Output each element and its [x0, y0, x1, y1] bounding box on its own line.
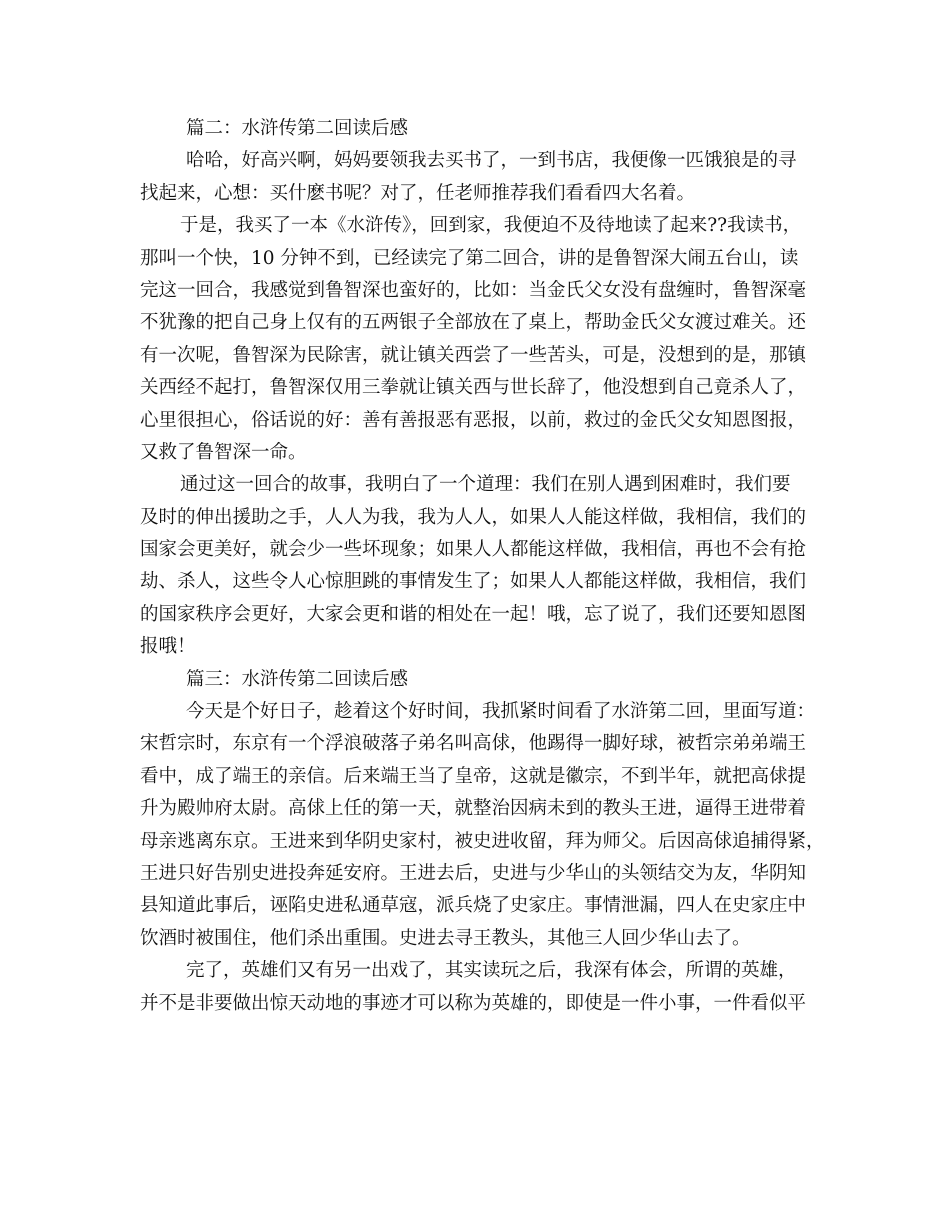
text-line: 看中，成了端王的亲信。后来端王当了皇帝，这就是徽宗，不到半年，就把高俅提 — [140, 765, 807, 787]
text-line: 劫、杀人，这些令人心惊胆跳的事情发生了；如果人人都能这样做，我相信，我们 — [140, 571, 807, 593]
text-line: 完了，英雄们又有另一出戏了，其实读玩之后，我深有体会，所谓的英雄， — [186, 960, 797, 982]
text-line: 又救了鲁智深一命。 — [140, 441, 307, 463]
text-line: 于是，我买了一本《水浒传》，回到家，我便迫不及待地读了起来??我读书， — [180, 215, 802, 237]
text-line: 哈哈，好高兴啊，妈妈要领我去买书了，一到书店，我便像一匹饿狼是的寻 — [186, 150, 797, 172]
text-line: 不犹豫的把自己身上仅有的五两银子全部放在了桌上，帮助金氏父女渡过难关。还 — [140, 312, 807, 334]
text-line: 并不是非要做出惊天动地的事迹才可以称为英雄的，即使是一件小事，一件看似平 — [140, 992, 807, 1014]
text-line: 报哦！ — [140, 636, 196, 658]
text-line: 完这一回合，我感觉到鲁智深也蛮好的，比如：当金氏父女没有盘缠时，鲁智深毫 — [140, 279, 807, 301]
text-line: 篇三：水浒传第二回读后感 — [186, 668, 409, 690]
text-line: 的国家秩序会更好，大家会更和谐的相处在一起！哦，忘了说了，我们还要知恩图 — [140, 603, 807, 625]
text-line: 那叫一个快，10 分钟不到，已经读完了第二回合，讲的是鲁智深大闹五台山，读 — [140, 247, 799, 269]
text-line: 找起来，心想：买什麽书呢？对了，任老师推荐我们看看四大名着。 — [140, 182, 696, 204]
text-line: 饮酒时被围住，他们杀出重围。史进去寻王教头，其他三人回少华山去了。 — [140, 927, 751, 949]
text-line: 有一次呢，鲁智深为民除害，就让镇关西尝了一些苦头，可是，没想到的是，那镇 — [140, 344, 807, 366]
text-line: 通过这一回合的故事，我明白了一个道理：我们在别人遇到困难时，我们要 — [180, 474, 791, 496]
text-line: 及时的伸出援助之手，人人为我，我为人人，如果人人能这样做，我相信，我们的 — [140, 506, 807, 528]
text-line: 篇二：水浒传第二回读后感 — [186, 118, 409, 139]
text-line: 宋哲宗时，东京有一个浮浪破落子弟名叫高俅，他踢得一脚好球，被哲宗弟弟端王 — [140, 733, 807, 755]
text-line: 王进只好告别史进投奔延安府。王进去后，史进与少华山的头领结交为友，华阴知 — [140, 862, 807, 884]
document-page — [140, 113, 825, 1020]
text-line: 母亲逃离东京。王进来到华阴史家村，被史进收留，拜为师父。后因高俅追捕得紧， — [140, 830, 825, 852]
text-line: 升为殿帅府太尉。高俅上任的第一天，就整治因病未到的教头王进，逼得王进带着 — [140, 798, 807, 820]
text-line: 关西经不起打，鲁智深仅用三拳就让镇关西与世长辞了，他没想到自己竟杀人了， — [140, 377, 807, 399]
text-line: 心里很担心，俗话说的好：善有善报恶有恶报，以前，救过的金氏父女知恩图报， — [140, 409, 807, 431]
text-line: 国家会更美好，就会少一些坏现象；如果人人都能这样做，我相信，再也不会有抢 — [140, 539, 807, 561]
text-line: 县知道此事后，诬陷史进私通草寇，派兵烧了史家庄。事情泄漏，四人在史家庄中 — [140, 895, 807, 917]
text-line: 今天是个好日子，趁着这个好时间，我抓紧时间看了水浒第二回，里面写道： — [186, 701, 816, 723]
